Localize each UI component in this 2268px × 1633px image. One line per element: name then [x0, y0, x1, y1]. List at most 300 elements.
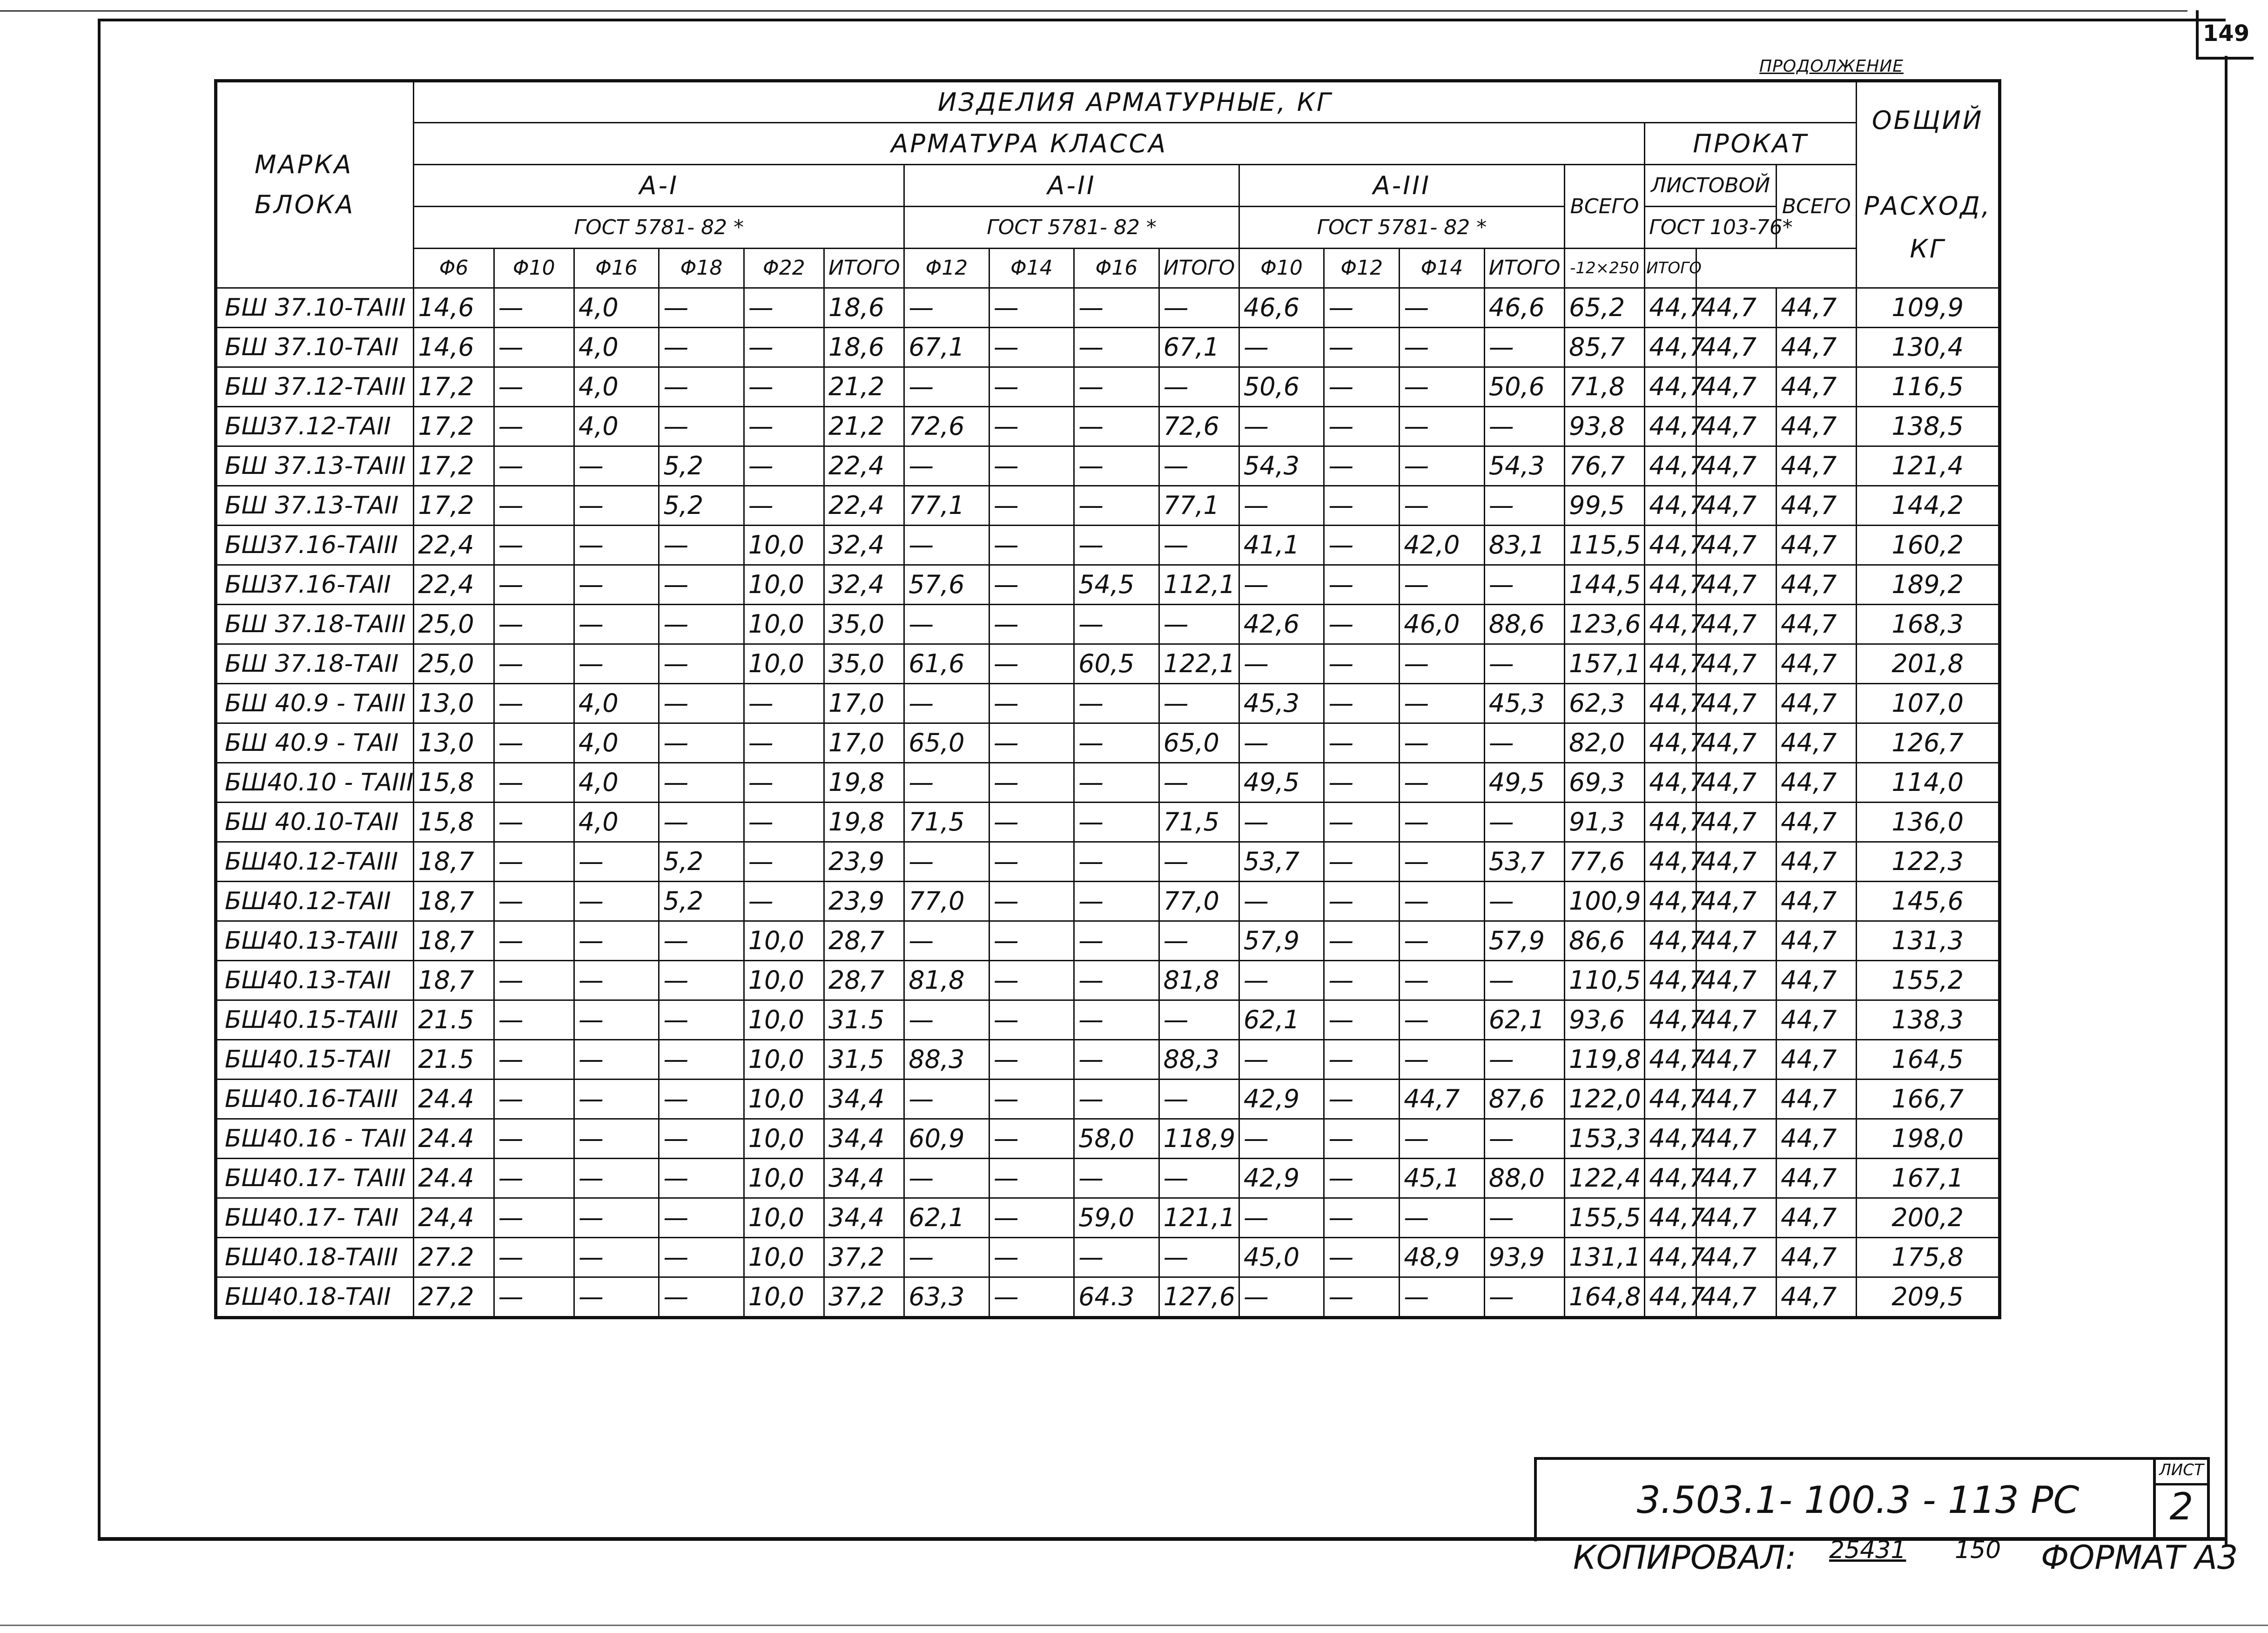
- value-cell: —: [574, 1159, 659, 1198]
- value-cell: 76,7: [1564, 446, 1644, 486]
- value-cell: 60,5: [1074, 644, 1159, 684]
- value-cell: 24.4: [414, 1080, 494, 1119]
- value-cell: —: [1074, 921, 1159, 961]
- right-border-line: [2225, 56, 2228, 1545]
- value-cell: 44,7: [1696, 882, 1776, 921]
- block-mark-cell: БШ40.18-ТАII: [216, 1277, 414, 1318]
- value-cell: 18,6: [824, 328, 904, 367]
- value-cell: —: [574, 526, 659, 565]
- sub-a1-d6: Φ6: [414, 249, 494, 288]
- value-cell: 27,2: [414, 1277, 494, 1318]
- value-cell: 18,7: [414, 882, 494, 921]
- sheet-label: ЛИСТ: [2156, 1457, 2207, 1485]
- value-cell: 44,7: [1696, 961, 1776, 1000]
- value-cell: 72,6: [1159, 407, 1239, 446]
- value-cell: 65,0: [1159, 723, 1239, 763]
- block-mark-cell: БШ40.16 - ТАII: [216, 1119, 414, 1159]
- value-cell: —: [1400, 684, 1484, 723]
- header-rolled: ПРОКАТ: [1645, 123, 1857, 165]
- value-cell: 130,4: [1857, 328, 2000, 367]
- value-cell: —: [1400, 644, 1484, 684]
- value-cell: —: [1239, 565, 1324, 605]
- value-cell: —: [1159, 1080, 1239, 1119]
- value-cell: 10,0: [744, 644, 824, 684]
- total-consumption-label-3: КГ: [1910, 234, 1945, 263]
- value-cell: —: [1324, 605, 1400, 644]
- value-cell: —: [989, 684, 1074, 723]
- block-mark-cell: БШ 37.18-ТАII: [216, 644, 414, 684]
- sub-a3-d12: Φ12: [1324, 249, 1400, 288]
- value-cell: 58,0: [1074, 1119, 1159, 1159]
- value-cell: —: [1324, 644, 1400, 684]
- value-cell: —: [1324, 1000, 1400, 1040]
- value-cell: 44,7: [1696, 803, 1776, 842]
- value-cell: 114,0: [1857, 763, 2000, 803]
- table-row: [216, 1119, 2000, 1159]
- block-mark-cell: БШ40.13-ТАIII: [216, 921, 414, 961]
- value-cell: 18,7: [414, 961, 494, 1000]
- value-cell: —: [1239, 328, 1324, 367]
- value-cell: —: [1400, 446, 1484, 486]
- value-cell: 53,7: [1239, 842, 1324, 882]
- value-cell: 44,7: [1696, 684, 1776, 723]
- value-cell: 44,7: [1645, 803, 1696, 842]
- value-cell: 4,0: [574, 684, 659, 723]
- value-cell: 121,4: [1857, 446, 2000, 486]
- sub-a1-d16: Φ16: [574, 249, 659, 288]
- value-cell: —: [1074, 605, 1159, 644]
- value-cell: 122,1: [1159, 644, 1239, 684]
- value-cell: —: [1324, 803, 1400, 842]
- value-cell: —: [1159, 446, 1239, 486]
- value-cell: 121,1: [1159, 1198, 1239, 1238]
- value-cell: 45,3: [1239, 684, 1324, 723]
- value-cell: —: [574, 1238, 659, 1277]
- value-cell: —: [494, 565, 574, 605]
- value-cell: 189,2: [1857, 565, 2000, 605]
- value-cell: 24.4: [414, 1159, 494, 1198]
- value-cell: —: [989, 1119, 1074, 1159]
- value-cell: 44,7: [1645, 684, 1696, 723]
- value-cell: 19,8: [824, 763, 904, 803]
- value-cell: —: [989, 1159, 1074, 1198]
- header-all-rolled: ВСЕГО: [1777, 165, 1857, 249]
- value-cell: —: [1484, 486, 1564, 526]
- value-cell: 44,7: [1777, 1159, 1857, 1198]
- value-cell: —: [1324, 1238, 1400, 1277]
- value-cell: 77,0: [904, 882, 989, 921]
- value-cell: 22,4: [414, 526, 494, 565]
- value-cell: 44,7: [1696, 565, 1776, 605]
- value-cell: 44,7: [1777, 1000, 1857, 1040]
- value-cell: 72,6: [904, 407, 989, 446]
- value-cell: 44,7: [1645, 1238, 1696, 1277]
- value-cell: —: [1324, 367, 1400, 407]
- value-cell: 18,7: [414, 842, 494, 882]
- value-cell: —: [1074, 882, 1159, 921]
- value-cell: —: [1324, 328, 1400, 367]
- value-cell: —: [1324, 1080, 1400, 1119]
- value-cell: 42,9: [1239, 1159, 1324, 1198]
- value-cell: 167,1: [1857, 1159, 2000, 1198]
- value-cell: 50,6: [1239, 367, 1324, 407]
- value-cell: —: [1400, 961, 1484, 1000]
- value-cell: 44,7: [1696, 1159, 1776, 1198]
- value-cell: 44,7: [1777, 565, 1857, 605]
- value-cell: —: [989, 1238, 1074, 1277]
- value-cell: —: [1239, 1119, 1324, 1159]
- value-cell: 155,5: [1564, 1198, 1644, 1238]
- value-cell: 44,7: [1696, 1198, 1776, 1238]
- header-sheet-steel: ЛИСТОВОЙ: [1645, 165, 1777, 207]
- value-cell: —: [904, 763, 989, 803]
- value-cell: 44,7: [1645, 1198, 1696, 1238]
- value-cell: 44,7: [1645, 763, 1696, 803]
- block-mark-cell: БШ37.16-ТАIII: [216, 526, 414, 565]
- value-cell: —: [1074, 328, 1159, 367]
- value-cell: —: [659, 1198, 744, 1238]
- value-cell: —: [574, 882, 659, 921]
- value-cell: 46,6: [1484, 288, 1564, 328]
- value-cell: 93,6: [1564, 1000, 1644, 1040]
- value-cell: —: [904, 526, 989, 565]
- sub-sheet-total: ИТОГО: [1645, 249, 1696, 288]
- value-cell: —: [1324, 1040, 1400, 1080]
- document-code: 3.503.1- 100.3 - 113 РС: [1636, 1478, 2080, 1522]
- value-cell: —: [744, 407, 824, 446]
- value-cell: —: [659, 605, 744, 644]
- header-class-a3: А-III: [1239, 165, 1564, 207]
- value-cell: 44,7: [1645, 961, 1696, 1000]
- value-cell: 122,4: [1564, 1159, 1644, 1198]
- value-cell: 131,3: [1857, 921, 2000, 961]
- value-cell: 5,2: [659, 446, 744, 486]
- value-cell: —: [989, 407, 1074, 446]
- value-cell: —: [1074, 407, 1159, 446]
- value-cell: 88,3: [1159, 1040, 1239, 1080]
- value-cell: —: [1239, 1198, 1324, 1238]
- block-mark-cell: БШ 40.10-ТАII: [216, 803, 414, 842]
- value-cell: 24,4: [414, 1198, 494, 1238]
- value-cell: —: [1324, 1198, 1400, 1238]
- value-cell: 44,7: [1645, 1000, 1696, 1040]
- value-cell: 4,0: [574, 288, 659, 328]
- value-cell: —: [744, 288, 824, 328]
- value-cell: —: [744, 367, 824, 407]
- format-label: ФОРМАТ А3: [2041, 1539, 2238, 1577]
- value-cell: 23,9: [824, 842, 904, 882]
- value-cell: —: [659, 1119, 744, 1159]
- value-cell: 123,6: [1564, 605, 1644, 644]
- value-cell: —: [494, 842, 574, 882]
- value-cell: —: [744, 763, 824, 803]
- secondary-number: 150: [1955, 1536, 2001, 1564]
- value-cell: —: [904, 1000, 989, 1040]
- value-cell: 15,8: [414, 763, 494, 803]
- value-cell: —: [744, 446, 824, 486]
- value-cell: —: [1239, 1277, 1324, 1318]
- value-cell: 10,0: [744, 1040, 824, 1080]
- value-cell: 65,0: [904, 723, 989, 763]
- table-row: [216, 763, 2000, 803]
- value-cell: —: [1484, 407, 1564, 446]
- value-cell: —: [659, 565, 744, 605]
- value-cell: —: [1324, 565, 1400, 605]
- value-cell: —: [659, 407, 744, 446]
- sub-a3-total: ИТОГО: [1484, 249, 1564, 288]
- value-cell: —: [1484, 803, 1564, 842]
- value-cell: —: [904, 288, 989, 328]
- value-cell: 136,0: [1857, 803, 2000, 842]
- value-cell: 77,6: [1564, 842, 1644, 882]
- value-cell: —: [659, 1040, 744, 1080]
- value-cell: 116,5: [1857, 367, 2000, 407]
- block-mark-cell: БШ 37.12-ТАIII: [216, 367, 414, 407]
- value-cell: 42,6: [1239, 605, 1324, 644]
- value-cell: 37,2: [824, 1277, 904, 1318]
- copied-by-label: КОПИРОВАЛ:: [1573, 1539, 1797, 1577]
- sub-a1-d10: Φ10: [494, 249, 574, 288]
- value-cell: 44,7: [1696, 486, 1776, 526]
- value-cell: —: [574, 565, 659, 605]
- value-cell: 100,9: [1564, 882, 1644, 921]
- value-cell: 5,2: [659, 842, 744, 882]
- value-cell: 44,7: [1777, 288, 1857, 328]
- value-cell: 64.3: [1074, 1277, 1159, 1318]
- value-cell: 71,5: [904, 803, 989, 842]
- value-cell: 10,0: [744, 1080, 824, 1119]
- value-cell: 46,6: [1239, 288, 1324, 328]
- sub-a1-d22: Φ22: [744, 249, 824, 288]
- value-cell: —: [659, 803, 744, 842]
- value-cell: —: [659, 921, 744, 961]
- value-cell: —: [904, 446, 989, 486]
- value-cell: 164,8: [1564, 1277, 1644, 1318]
- value-cell: 44,7: [1400, 1080, 1484, 1119]
- value-cell: 44,7: [1645, 288, 1696, 328]
- value-cell: 44,7: [1645, 565, 1696, 605]
- value-cell: 65,2: [1564, 288, 1644, 328]
- value-cell: 37,2: [824, 1238, 904, 1277]
- value-cell: 44,7: [1645, 446, 1696, 486]
- value-cell: 44,7: [1645, 486, 1696, 526]
- value-cell: 48,9: [1400, 1238, 1484, 1277]
- value-cell: 107,0: [1857, 684, 2000, 723]
- table-row: [216, 565, 2000, 605]
- table-row: [216, 605, 2000, 644]
- block-mark-cell: БШ37.16-ТАII: [216, 565, 414, 605]
- value-cell: 44,7: [1777, 1040, 1857, 1080]
- top-border-line: [0, 10, 2187, 12]
- value-cell: 46,0: [1400, 605, 1484, 644]
- value-cell: —: [989, 367, 1074, 407]
- value-cell: —: [659, 367, 744, 407]
- value-cell: 54,3: [1239, 446, 1324, 486]
- block-mark-cell: БШ40.13-ТАII: [216, 961, 414, 1000]
- value-cell: —: [1074, 486, 1159, 526]
- table-row: [216, 882, 2000, 921]
- block-mark-cell: БШ 37.10-ТАII: [216, 328, 414, 367]
- sub-a3-d14: Φ14: [1400, 249, 1484, 288]
- value-cell: —: [989, 288, 1074, 328]
- value-cell: —: [1159, 1238, 1239, 1277]
- value-cell: —: [744, 803, 824, 842]
- value-cell: —: [1400, 407, 1484, 446]
- value-cell: 110,5: [1564, 961, 1644, 1000]
- value-cell: 44,7: [1645, 526, 1696, 565]
- value-cell: 50,6: [1484, 367, 1564, 407]
- value-cell: 93,8: [1564, 407, 1644, 446]
- value-cell: —: [1324, 407, 1400, 446]
- value-cell: 4,0: [574, 328, 659, 367]
- value-cell: —: [904, 921, 989, 961]
- value-cell: 19,8: [824, 803, 904, 842]
- table-row: [216, 961, 2000, 1000]
- value-cell: 14,6: [414, 328, 494, 367]
- value-cell: 44,7: [1645, 1119, 1696, 1159]
- value-cell: —: [1484, 1277, 1564, 1318]
- value-cell: 99,5: [1564, 486, 1644, 526]
- value-cell: 28,7: [824, 961, 904, 1000]
- value-cell: —: [1400, 882, 1484, 921]
- table-row: [216, 1040, 2000, 1080]
- value-cell: —: [574, 605, 659, 644]
- value-cell: 164,5: [1857, 1040, 2000, 1080]
- value-cell: 42,9: [1239, 1080, 1324, 1119]
- value-cell: —: [1324, 723, 1400, 763]
- table-row: [216, 723, 2000, 763]
- block-mark-cell: БШ40.15-ТАII: [216, 1040, 414, 1080]
- value-cell: —: [1159, 526, 1239, 565]
- header-group-title: ИЗДЕЛИЯ АРМАТУРНЫЕ, КГ: [414, 81, 1857, 123]
- value-cell: —: [494, 288, 574, 328]
- value-cell: 138,3: [1857, 1000, 2000, 1040]
- value-cell: 17,0: [824, 684, 904, 723]
- value-cell: 28,7: [824, 921, 904, 961]
- value-cell: —: [494, 763, 574, 803]
- value-cell: —: [1400, 803, 1484, 842]
- value-cell: 21,2: [824, 407, 904, 446]
- value-cell: 17,2: [414, 486, 494, 526]
- value-cell: —: [989, 842, 1074, 882]
- value-cell: —: [904, 1238, 989, 1277]
- value-cell: —: [1159, 842, 1239, 882]
- value-cell: 201,8: [1857, 644, 2000, 684]
- value-cell: 22,4: [824, 486, 904, 526]
- table-row: [216, 684, 2000, 723]
- value-cell: —: [574, 1000, 659, 1040]
- value-cell: 44,7: [1696, 921, 1776, 961]
- sub-a2-d12: Φ12: [904, 249, 989, 288]
- value-cell: 13,0: [414, 723, 494, 763]
- value-cell: —: [1074, 763, 1159, 803]
- value-cell: —: [989, 644, 1074, 684]
- value-cell: 44,7: [1696, 763, 1776, 803]
- value-cell: 44,7: [1645, 1040, 1696, 1080]
- value-cell: —: [494, 1119, 574, 1159]
- value-cell: 44,7: [1645, 1277, 1696, 1318]
- value-cell: —: [989, 1198, 1074, 1238]
- block-mark-cell: БШ 37.13-ТАIII: [216, 446, 414, 486]
- value-cell: 24.4: [414, 1119, 494, 1159]
- value-cell: 122,0: [1564, 1080, 1644, 1119]
- value-cell: 10,0: [744, 1159, 824, 1198]
- table-row: [216, 803, 2000, 842]
- value-cell: 44,7: [1696, 328, 1776, 367]
- value-cell: 160,2: [1857, 526, 2000, 565]
- value-cell: 209,5: [1857, 1277, 2000, 1318]
- value-cell: —: [494, 1080, 574, 1119]
- value-cell: 4,0: [574, 763, 659, 803]
- value-cell: —: [1074, 842, 1159, 882]
- value-cell: —: [1239, 723, 1324, 763]
- value-cell: —: [1239, 803, 1324, 842]
- value-cell: 5,2: [659, 486, 744, 526]
- value-cell: —: [1074, 1159, 1159, 1198]
- value-cell: —: [1400, 763, 1484, 803]
- table-row: [216, 921, 2000, 961]
- value-cell: 44,7: [1696, 367, 1776, 407]
- value-cell: —: [1400, 1000, 1484, 1040]
- block-mark-cell: БШ40.18-ТАIII: [216, 1238, 414, 1277]
- value-cell: 127,6: [1159, 1277, 1239, 1318]
- value-cell: 17,2: [414, 446, 494, 486]
- value-cell: 44,7: [1645, 882, 1696, 921]
- value-cell: —: [494, 882, 574, 921]
- value-cell: 83,1: [1484, 526, 1564, 565]
- value-cell: —: [1239, 961, 1324, 1000]
- value-cell: 157,1: [1564, 644, 1644, 684]
- value-cell: —: [494, 1040, 574, 1080]
- header-mark: [216, 81, 414, 288]
- value-cell: —: [1324, 288, 1400, 328]
- header-all-reinforcement: ВСЕГО: [1564, 165, 1644, 249]
- value-cell: 81,8: [904, 961, 989, 1000]
- value-cell: 166,7: [1857, 1080, 2000, 1119]
- value-cell: 31,5: [824, 1040, 904, 1080]
- value-cell: —: [494, 526, 574, 565]
- value-cell: —: [1400, 367, 1484, 407]
- value-cell: 71,8: [1564, 367, 1644, 407]
- value-cell: 168,3: [1857, 605, 2000, 644]
- value-cell: —: [904, 842, 989, 882]
- value-cell: —: [494, 723, 574, 763]
- value-cell: 35,0: [824, 644, 904, 684]
- value-cell: 62,3: [1564, 684, 1644, 723]
- table-row: [216, 1198, 2000, 1238]
- value-cell: 34,4: [824, 1159, 904, 1198]
- sub-sheet-size: -12×250: [1564, 249, 1644, 288]
- table-row: [216, 1080, 2000, 1119]
- value-cell: 44,7: [1777, 842, 1857, 882]
- value-cell: 88,0: [1484, 1159, 1564, 1198]
- block-mark-cell: БШ 37.10-ТАIII: [216, 288, 414, 328]
- value-cell: —: [574, 486, 659, 526]
- value-cell: —: [1074, 803, 1159, 842]
- value-cell: 131,1: [1564, 1238, 1644, 1277]
- block-mark-cell: БШ40.15-ТАIII: [216, 1000, 414, 1040]
- value-cell: —: [494, 486, 574, 526]
- value-cell: 112,1: [1159, 565, 1239, 605]
- value-cell: —: [989, 565, 1074, 605]
- value-cell: 32,4: [824, 526, 904, 565]
- value-cell: 44,7: [1777, 605, 1857, 644]
- value-cell: —: [989, 1080, 1074, 1119]
- value-cell: —: [1074, 684, 1159, 723]
- value-cell: 109,9: [1857, 288, 2000, 328]
- value-cell: —: [1159, 288, 1239, 328]
- value-cell: —: [659, 288, 744, 328]
